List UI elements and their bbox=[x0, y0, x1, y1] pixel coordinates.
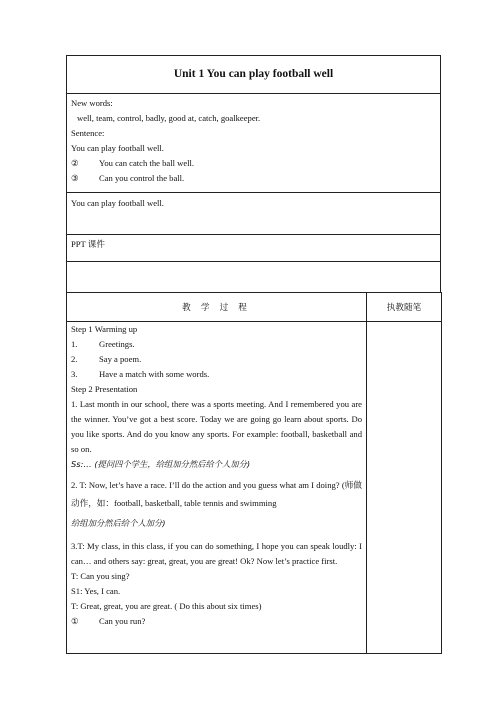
teaching-process bbox=[67, 322, 367, 654]
sentence-label: Sentence: bbox=[71, 128, 105, 138]
lesson-title: Unit 1 You can play football well bbox=[67, 56, 441, 94]
notes-header: 执教随笔 bbox=[367, 293, 442, 322]
dialog-line: T: Great, great, you are great. ( Do this about six times) bbox=[71, 601, 262, 611]
dialog-line: T: Can you sing? bbox=[71, 571, 130, 581]
sentence-item: You can play football well. bbox=[71, 143, 164, 153]
step1-item: 3. Have a match with some words. bbox=[71, 369, 210, 379]
upper-table bbox=[66, 55, 441, 293]
step2-heading: Step 2 Presentation bbox=[71, 384, 138, 394]
step1-heading: Step 1 Warming up bbox=[71, 324, 138, 334]
teaching-notes-column bbox=[367, 322, 442, 654]
dialog-line: S1: Yes, I can. bbox=[71, 586, 121, 596]
new-words-list: well, team, control, badly, good at, catch, goalkeeper. bbox=[77, 113, 261, 123]
sentence-item: ③ Can you control the ball. bbox=[71, 173, 185, 183]
presentation-paragraph-1: 1. Last month in our school, there was a sports meeting. And I remembered you are the winner. You’ve got a best score. Today we are going go learn about sports. Do you like sports. And do you know any sports. For example: football, basketball and so on. bbox=[71, 399, 362, 454]
teaching-aids: PPT 课件 bbox=[67, 235, 441, 262]
sentence-item: ② You can catch the ball well. bbox=[71, 158, 195, 168]
process-table bbox=[66, 292, 442, 654]
vocabulary-section bbox=[67, 94, 441, 193]
presentation-paragraph-2: 2. T: Now, let’s have a race. I’ll do the action and you guess what am I doing? (师做动作，如：football, basketball, table tennis and swimming bbox=[71, 480, 362, 508]
lesson-plan-sheet bbox=[66, 55, 441, 654]
scoring-note: 给组加分然后给个人加分) bbox=[71, 518, 166, 528]
step1-item: 1. Greetings. bbox=[71, 339, 135, 349]
presentation-paragraph-3: 3.T: My class, in this class, if you can do something, I hope you can speak loudly: I can… and others say: great, great, you are great! Ok? Now let’s practice first. bbox=[71, 541, 362, 566]
practice-item: ① Can you run? bbox=[71, 616, 146, 626]
blank-row bbox=[67, 262, 441, 293]
process-header: 教 学 过 程 bbox=[67, 293, 367, 322]
step1-item: 2. Say a poem. bbox=[71, 354, 142, 364]
key-point: You can play football well. bbox=[67, 193, 441, 235]
student-answer-note: Ss:… (提问四个学生，给组加分然后给个人加分) bbox=[71, 459, 251, 469]
new-words-label: New words: bbox=[71, 98, 113, 108]
